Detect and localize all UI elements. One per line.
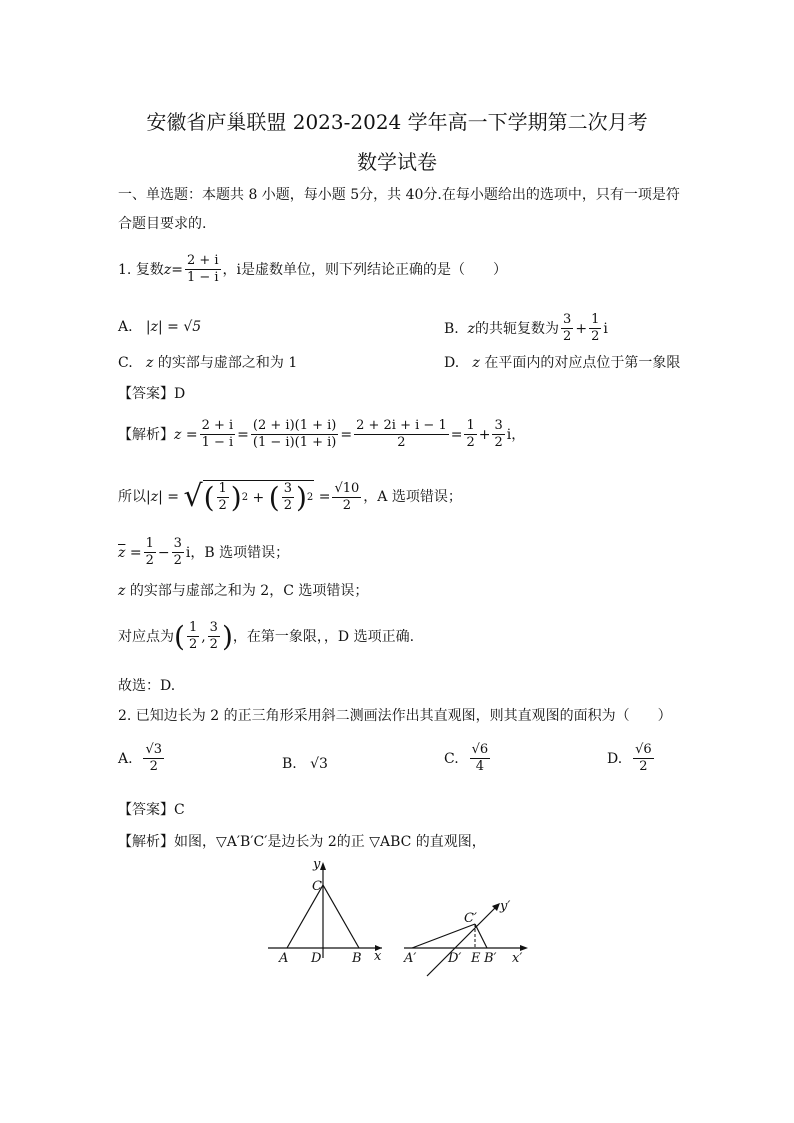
option-b-label: B. xyxy=(444,320,459,337)
q1-eq: = xyxy=(171,261,183,278)
q1-option-b xyxy=(444,312,608,345)
original-triangle-diagram xyxy=(268,857,382,966)
option-b-frac2: $\frac{1}{2}$ xyxy=(591,312,600,344)
left-label-b: B xyxy=(352,951,362,966)
left-label-d: D xyxy=(311,951,322,966)
q1-suffix: ，i是虚数单位，则下列结论正确的是（ ） xyxy=(222,261,508,278)
option-b-frac1: $\frac{3}{2}$ xyxy=(563,312,572,344)
option-c-z: z xyxy=(146,355,154,371)
q2-option-b: B. √3 xyxy=(282,756,328,772)
left-y-arrow xyxy=(320,862,326,870)
q1-number: 1. xyxy=(118,261,132,278)
option-d-text: 在平面内的对应点位于第一象限 xyxy=(484,355,681,371)
section-header-line1: 一、单选题：本题共 8 小题，每小题 5分，共 40分.在每小题给出的选项中，只有一项是符 xyxy=(118,187,680,203)
document-subtitle: 数学试卷 xyxy=(357,150,437,174)
q1-z: z xyxy=(163,261,172,278)
option-b-i: i xyxy=(603,320,608,337)
q1-solution-line1: 【解析】 z = $\frac{2 + i}{1 - i}$ = $\frac{(2 + i)(1 + i)}{(1 - i)(1 + i)}$ = $\frac{2 + 2i + i - 1}{2}$ = $\frac{1}{2}$ + $\frac{3}{2}$ i， xyxy=(118,418,526,450)
right-edge-cb xyxy=(475,924,487,948)
right-label-d: D′ xyxy=(448,951,462,966)
option-a-text: |z| = √5 xyxy=(145,319,202,335)
triangle-figure xyxy=(0,850,794,980)
left-label-y: y xyxy=(313,857,321,872)
q1-frac-num: 2 + i xyxy=(186,253,219,268)
right-edge-ac xyxy=(412,924,475,948)
option-b-z: z xyxy=(467,320,476,337)
document-title: 安徽省庐巢联盟 2023-2024 学年高一下学期第二次月考 xyxy=(146,110,648,134)
q1-frac-den: 1 − i xyxy=(186,270,219,285)
left-label-a: A xyxy=(279,951,289,966)
q1-solution-line3: $\overline{z}$ = $\frac{1}{2}$ − $\frac{3}{2}$ i，B 选项错误； xyxy=(118,536,290,568)
q1-option-a xyxy=(118,318,201,336)
right-label-a: A′ xyxy=(404,951,417,966)
q2-option-a: A. $\frac{√3}{2}$ xyxy=(118,742,163,774)
option-c-label: C. xyxy=(118,355,133,371)
q1-prefix: 复数 xyxy=(135,261,164,278)
oblique-triangle-diagram xyxy=(403,899,528,976)
right-label-x: x′ xyxy=(512,951,523,966)
q2-stem: 2. 已知边长为 2 的正三角形采用斜二测画法作出其直观图，则其直观图的面积为（ ） xyxy=(118,708,672,724)
q2-option-d: D. $\frac{√6}{2}$ xyxy=(607,742,652,774)
right-label-c: C′ xyxy=(464,911,477,926)
q1-stem xyxy=(118,253,507,286)
q1-option-c xyxy=(118,354,297,372)
q1-fraction xyxy=(185,253,221,286)
left-label-x: x xyxy=(374,949,382,964)
q2-answer: 【答案】C xyxy=(118,802,185,818)
left-label-c: C xyxy=(312,879,322,894)
option-a-label: A. xyxy=(118,319,133,335)
q1-answer: 【答案】D xyxy=(118,386,186,402)
q1-solution-line2: 所以 |z| = √ ( $\frac{1}{2}$ ) 2 + ( $\frac{3}{2}$ ) 2 = $\frac{√10}{2}$ ，A 选项错误； xyxy=(118,479,462,514)
q1-option-d xyxy=(444,354,680,372)
analysis-label: 【解析】 xyxy=(118,426,174,443)
q2-analysis: 【解析】如图，▽A′B′C′是边长为 2的正 ▽ABC 的直观图， xyxy=(118,834,486,850)
q1-solution-line4: z 的实部与虚部之和为 2，C 选项错误； xyxy=(118,583,369,599)
option-b-plus: + xyxy=(575,320,588,337)
option-d-label: D. xyxy=(444,355,460,371)
option-c-text: 的实部与虚部之和为 1 xyxy=(157,355,298,371)
left-edge-cb xyxy=(323,885,359,948)
q2-option-c: C. $\frac{√6}{4}$ xyxy=(444,742,489,774)
right-label-y: y′ xyxy=(500,899,511,914)
left-edge-ac xyxy=(287,885,323,948)
q1-solution-line5: 对应点为 ( $\frac{1}{2}$ , $\frac{3}{2}$ ) ，在第一象限，，D 选项正确. xyxy=(118,619,415,653)
q1-conclusion: 故选：D. xyxy=(118,678,176,694)
right-label-e: E xyxy=(471,951,481,966)
option-d-z: z xyxy=(472,355,480,371)
section-header-line2: 合题目要求的. xyxy=(118,216,207,232)
right-label-b: B′ xyxy=(484,951,497,966)
option-b-text: 的共轭复数为 xyxy=(475,320,560,337)
